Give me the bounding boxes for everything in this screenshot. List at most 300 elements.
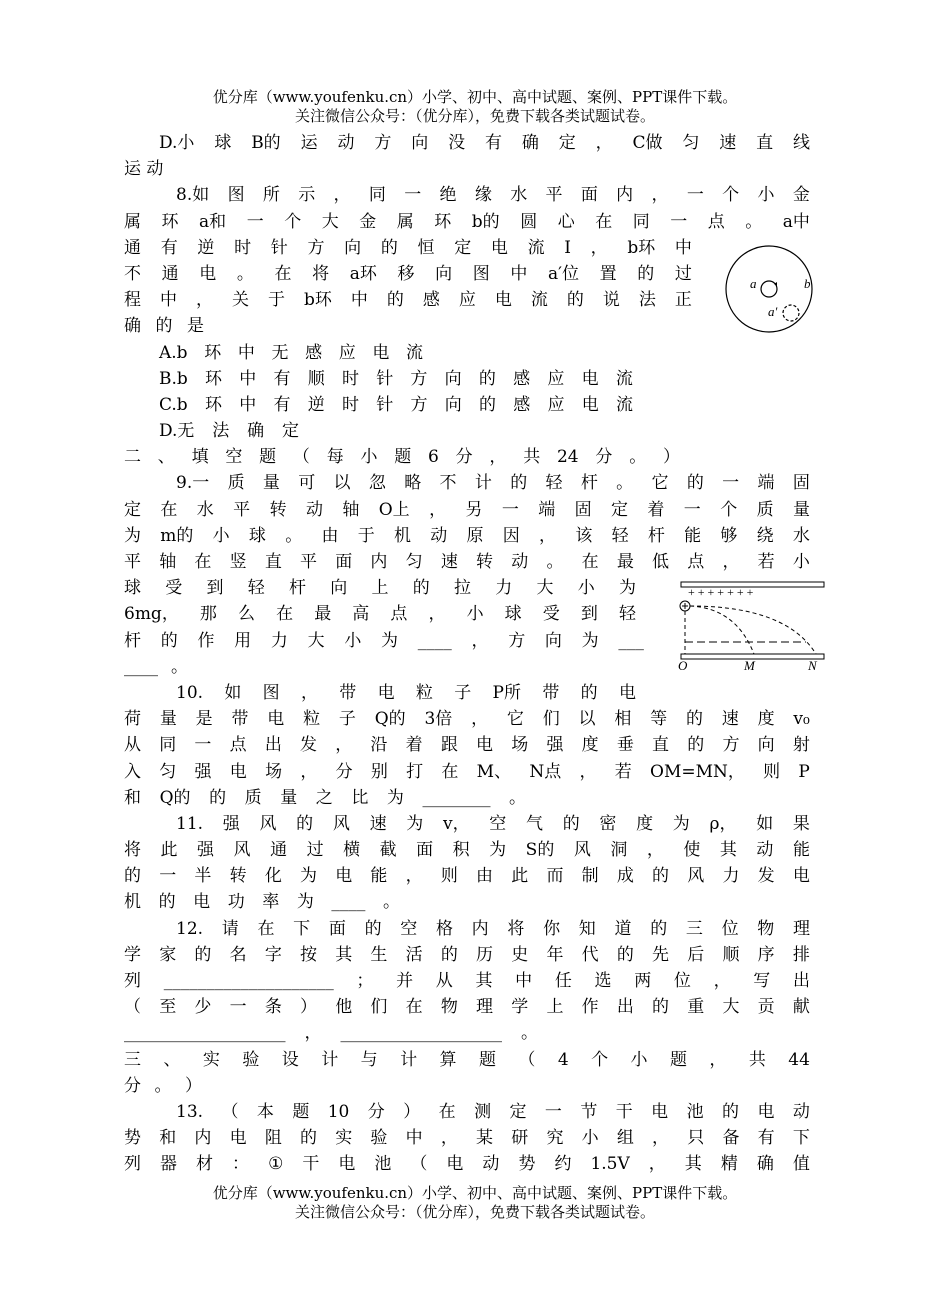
word-token: 速 (440, 552, 458, 572)
word-token: 的 (686, 473, 704, 494)
word-token: ， (196, 290, 213, 311)
word-token: 约 (554, 1154, 572, 1175)
word-token: 不 (439, 473, 457, 494)
word-token: 确 (124, 316, 141, 337)
q8-option-b (124, 366, 633, 392)
word-token: 匀 (159, 761, 177, 782)
word-token: 内 (471, 918, 489, 939)
word-token: 法 (638, 290, 656, 311)
q12-line-4 (124, 994, 810, 1020)
word-token: ， (579, 761, 597, 782)
q8-rings-figure (722, 240, 818, 338)
word-token: 向 (444, 368, 462, 389)
word-token: 强 (197, 840, 215, 861)
word-token: 为 (489, 840, 507, 861)
word-token: 速 (719, 133, 737, 153)
word-token: 程 (124, 290, 141, 311)
word-token: 在 (194, 552, 212, 572)
word-token: 实 (335, 1128, 353, 1149)
word-token: 出 (792, 971, 810, 991)
word-token: 带 (339, 682, 357, 703)
word-token: 的 (364, 918, 382, 939)
word-token: 。 (616, 473, 634, 494)
word-token: 受 (542, 604, 560, 625)
word-token: ____________________ (163, 971, 334, 991)
word-token: 题 (394, 447, 412, 468)
word-token: （ (518, 1049, 536, 1070)
word-token: 为 (381, 630, 399, 651)
word-token: 度 (636, 813, 654, 834)
word-token: 格 (435, 918, 453, 939)
word-token: 。 (521, 1023, 538, 1044)
word-token: 三 (124, 1049, 141, 1070)
word-token: 的 (380, 237, 398, 258)
word-token: 方 (307, 237, 325, 258)
word-token: 按 (300, 944, 318, 965)
q10-line-5 (124, 785, 526, 811)
word-token: 。 (236, 263, 254, 284)
word-token: 电 (581, 394, 599, 415)
word-token: 动 (792, 1101, 810, 1122)
word-token: 心 (557, 211, 575, 232)
word-token: 重 (687, 997, 705, 1018)
word-token: 个 (720, 499, 738, 520)
word-token: 内 (194, 1128, 212, 1149)
word-token: 场 (265, 761, 283, 782)
word-token: 着 (405, 735, 423, 756)
word-token: 子 (338, 709, 356, 730)
word-token: 从 (124, 735, 141, 756)
trajectory-p (690, 606, 754, 654)
word-token: 池 (686, 1101, 704, 1122)
word-token: 通 (270, 840, 288, 861)
word-token: 度 (757, 709, 775, 730)
label-a: a (750, 276, 757, 291)
word-token: 的 (650, 918, 668, 939)
word-token: 绕 (756, 525, 774, 546)
word-token: 动 (756, 840, 774, 861)
word-token: 6 (428, 447, 439, 468)
word-token: 任 (554, 971, 572, 991)
word-token: 固 (574, 499, 592, 520)
word-token: 一 (544, 1101, 562, 1122)
word-token: 不 (124, 263, 141, 284)
word-token: 匀 (682, 133, 700, 153)
word-token: 水 (196, 499, 214, 520)
word-token: 着 (647, 499, 665, 520)
q9-line-2 (124, 497, 810, 523)
word-token: 大 (536, 578, 554, 599)
label-a-prime: a′ (768, 304, 778, 319)
word-token: 动 (337, 133, 355, 153)
word-token: 的 (616, 944, 634, 965)
word-token: 平 (300, 552, 318, 572)
word-token: 电 (372, 342, 390, 363)
word-token: 位 (673, 971, 691, 991)
word-token: 球 (124, 578, 141, 599)
section-3-title-line-2 (124, 1073, 202, 1099)
word-token: 向 (544, 630, 562, 651)
q12-line-3 (124, 968, 810, 994)
word-token: 器 (160, 1154, 178, 1175)
word-token: 电 (377, 682, 395, 703)
word-token: 强 (546, 735, 564, 756)
word-token: 于 (357, 525, 375, 546)
word-token: 个 (591, 1049, 609, 1070)
word-token: 小 (344, 630, 362, 651)
word-token: 并 (396, 971, 414, 991)
word-token: 图 (262, 682, 280, 703)
word-token: 值 (792, 1154, 810, 1175)
word-token: v₀ (793, 709, 810, 730)
word-token: 流 (615, 394, 633, 415)
word-token: 方 (374, 133, 392, 153)
label-M: M (744, 658, 755, 673)
word-token: 轴 (342, 499, 360, 520)
word-token: 在 (257, 918, 275, 939)
word-token: 以 (333, 473, 351, 494)
word-token: 受 (165, 578, 183, 599)
word-token: M、 (476, 761, 512, 782)
word-token: 中 (515, 971, 533, 991)
q7-option-d-line-1 (124, 130, 810, 156)
word-token: 关 (232, 290, 249, 311)
q9-line-8 (124, 654, 188, 680)
word-token: 速 (369, 813, 387, 834)
word-token: 点 (707, 211, 725, 232)
word-token: 为 (296, 892, 314, 913)
word-token: 12. (176, 918, 204, 939)
word-token: 向 (330, 578, 348, 599)
q9-line-4 (124, 549, 810, 575)
word-token: 机 (124, 892, 141, 913)
word-token: 么 (238, 604, 256, 625)
word-token: 的 (562, 813, 580, 834)
word-token: ， (304, 1023, 322, 1044)
q8-option-a (124, 340, 423, 366)
word-token: 题 (259, 447, 277, 468)
word-token: 有 (484, 133, 502, 153)
word-token: B.b (159, 368, 188, 389)
word-token: 空 (489, 813, 507, 834)
word-token: 移 (397, 263, 415, 284)
word-token: 9.一 (176, 473, 210, 494)
word-token: 应 (458, 290, 476, 311)
word-token: 运 (300, 133, 318, 153)
word-token: 每 (326, 447, 344, 468)
word-token: 绝 (439, 185, 457, 206)
word-token: 电 (757, 1101, 775, 1122)
word-token: 定 (558, 133, 576, 153)
word-token: 通 (124, 237, 141, 258)
word-token: D.无 (159, 421, 195, 442)
word-token: ， (722, 552, 740, 572)
word-token: ） (403, 1101, 421, 1122)
footer-banner (0, 1184, 950, 1222)
word-token: 平 (233, 499, 251, 520)
word-token: O上 (378, 499, 410, 520)
word-token: 道 (614, 918, 632, 939)
word-token: 上 (371, 578, 389, 599)
word-token: 确 (756, 1154, 774, 1175)
word-token: 3倍 (424, 709, 453, 730)
word-token: 向 (435, 263, 453, 284)
word-token: 轻 (545, 473, 563, 494)
word-token: 电 (338, 1154, 356, 1175)
word-token: a环 (349, 263, 377, 284)
word-token: 够 (720, 525, 738, 546)
word-token: 动 (482, 1154, 500, 1175)
word-token: 发 (757, 866, 775, 887)
word-token: 。 (745, 211, 763, 232)
word-token: 此 (511, 866, 529, 887)
word-token: 阻 (264, 1128, 282, 1149)
word-token: 中 (510, 263, 528, 284)
word-token: 跟 (440, 735, 458, 756)
word-token: 风 (573, 840, 591, 861)
word-token: 金 (792, 185, 810, 206)
word-token: ， (590, 237, 608, 258)
word-token: 如 (756, 813, 774, 834)
word-token: 为 (672, 813, 690, 834)
word-token: 电 (193, 892, 211, 913)
word-token: 环 (205, 368, 223, 389)
word-token: 量 (159, 709, 177, 730)
word-token: 共 (523, 447, 541, 468)
word-token: ， (539, 525, 557, 546)
word-token: 电 (446, 1154, 464, 1175)
word-token: a′位 (548, 263, 580, 284)
word-token: 小 (577, 578, 595, 599)
q10-field-figure (676, 576, 828, 674)
word-token: 的 (296, 813, 314, 834)
word-token: 针 (376, 394, 394, 415)
word-token: 定 (509, 1101, 527, 1122)
word-token: （ (410, 1154, 428, 1175)
word-token: 电 (494, 290, 512, 311)
word-token: 球 (504, 604, 522, 625)
word-token: 位 (721, 918, 739, 939)
word-token: 强 (194, 761, 212, 782)
word-token: 某 (476, 1128, 494, 1149)
word-token: 点 (229, 735, 247, 756)
word-token: 没 (448, 133, 466, 153)
word-token: 速 (721, 709, 739, 730)
word-token: 果 (792, 813, 810, 834)
word-token: 如 (224, 682, 242, 703)
word-token: 一 (501, 499, 519, 520)
word-token: 直 (264, 552, 282, 572)
word-token: 一 (683, 499, 701, 520)
word-token: 轻 (611, 525, 629, 546)
word-token: 的 (155, 316, 173, 337)
q8-line-1 (124, 182, 810, 208)
word-token: 应 (338, 342, 356, 363)
word-token: ___ (618, 630, 644, 651)
word-token: 时 (341, 368, 359, 389)
q13-line-1 (124, 1099, 810, 1125)
word-token: 密 (599, 813, 617, 834)
word-token: 的 (580, 682, 598, 703)
footer-line-1: 优分库（www.youfenku.cn）小学、初中、高中试题、案例、PPT课件下载。 (212, 1184, 738, 1202)
word-token: ________ (422, 787, 491, 808)
word-token: 将 (312, 263, 330, 284)
word-token: 列 (124, 1154, 141, 1175)
word-token: ρ， (709, 813, 737, 834)
word-token: 面 (416, 840, 434, 861)
word-token: 缘 (474, 185, 492, 206)
word-token: 力 (722, 866, 740, 887)
word-token: 由 (476, 866, 494, 887)
word-token: 中 (237, 342, 255, 363)
word-token: 。 (629, 447, 647, 468)
word-token: 通 (161, 263, 179, 284)
word-token: 。 (154, 1075, 172, 1096)
word-token: 另 (465, 499, 483, 520)
word-token: 应 (547, 368, 565, 389)
word-token: Q的 (374, 709, 406, 730)
word-token: 的 (566, 290, 584, 311)
word-token: 力 (270, 630, 288, 651)
word-token: 1.5V (590, 1154, 630, 1175)
word-token: 子 (454, 682, 472, 703)
word-token: 它 (506, 709, 524, 730)
word-token: 小 (630, 1049, 648, 1070)
word-token: 无 (271, 342, 289, 363)
word-token: 、 (163, 1049, 181, 1070)
word-token: v， (442, 813, 470, 834)
header-line-2: 关注微信公众号：（优分库），免费下载各类试题试卷。 (294, 107, 655, 125)
word-token: 它 (651, 473, 669, 494)
word-token: ） (185, 1075, 202, 1096)
word-token: 题 (478, 1049, 496, 1070)
word-token: 选 (594, 971, 612, 991)
word-token: 动 (430, 525, 448, 546)
word-token: 入 (124, 761, 141, 782)
word-token: 4 (557, 1049, 569, 1070)
word-token: a和 (199, 211, 227, 232)
word-token: ） (662, 447, 680, 468)
word-token: 成 (616, 866, 634, 887)
word-token: 史 (511, 944, 529, 965)
word-token: 的 (194, 944, 212, 965)
word-token: 截 (379, 840, 397, 861)
word-token: 至 (159, 997, 177, 1018)
word-token: 风 (259, 813, 277, 834)
word-token: ① (268, 1154, 284, 1175)
word-token: 的 (440, 944, 458, 965)
word-token: 针 (270, 237, 288, 258)
word-token: 在 (595, 211, 613, 232)
word-token: 干 (302, 1154, 320, 1175)
word-token: 方 (410, 394, 428, 415)
word-token: 从 (435, 971, 453, 991)
word-token: 一 (229, 997, 247, 1018)
word-token: 示 (298, 185, 316, 206)
q11-line-3 (124, 863, 810, 889)
word-token: 过 (306, 840, 324, 861)
word-token: 电 (581, 368, 599, 389)
word-token: 家 (159, 944, 177, 965)
word-token: 说 (602, 290, 620, 311)
q10-line-1 (124, 680, 636, 706)
word-token: 能 (684, 525, 702, 546)
word-token: 定 (281, 421, 299, 442)
word-token: 测 (474, 1101, 492, 1122)
word-token: 小 (360, 447, 378, 468)
ring-b (726, 246, 812, 332)
word-token: 材 (196, 1154, 214, 1175)
word-token: N点 (529, 761, 562, 782)
word-token: 的 (478, 368, 496, 389)
word-token: ， (709, 1049, 727, 1070)
word-token: 使 (683, 840, 701, 861)
word-token: 制 (581, 866, 599, 887)
word-token: 若 (614, 761, 632, 782)
word-token: 为 (124, 525, 141, 546)
word-token: ， (646, 840, 664, 861)
word-token: 备 (722, 1128, 740, 1149)
word-token: 少 (194, 997, 212, 1018)
word-token: b的 (471, 211, 500, 232)
word-token: 在 (441, 761, 459, 782)
word-token: 若 (757, 552, 775, 572)
word-token: 点 (390, 604, 408, 625)
word-token: 的 (209, 787, 227, 808)
word-token: 设 (281, 1049, 299, 1070)
word-token: 计 (400, 1049, 418, 1070)
word-token: 10. (176, 682, 204, 703)
word-token: 感 (422, 290, 440, 311)
word-token: 分 (124, 1075, 141, 1096)
word-token: m的 (160, 525, 194, 546)
word-token: 面 (328, 918, 346, 939)
word-token: 水 (510, 185, 528, 206)
word-token: 强 (222, 813, 240, 834)
q9-line-7 (124, 628, 644, 654)
word-token: 同 (159, 735, 177, 756)
word-token: ， (595, 133, 613, 153)
q9-line-3 (124, 523, 810, 549)
word-token: ___________________ (340, 1023, 502, 1044)
word-token: 属 (396, 211, 414, 232)
word-token: 所 (262, 185, 280, 206)
word-token: 气 (525, 813, 543, 834)
q7-option-d-line-2: 运 动 (124, 159, 164, 180)
word-token: 粒 (415, 682, 433, 703)
word-token: 端 (757, 473, 775, 494)
word-token: 与 (360, 1049, 378, 1070)
word-token: 面 (580, 185, 598, 206)
word-token: 轴 (159, 552, 177, 572)
q8-option-d (124, 418, 299, 444)
word-token: 为 (300, 866, 318, 887)
word-token: 两 (634, 971, 652, 991)
word-token: 端 (538, 499, 556, 520)
word-token: 中 (239, 394, 257, 415)
word-token: 题 (292, 1101, 310, 1122)
word-token: 感 (513, 394, 531, 415)
word-token: 写 (753, 971, 771, 991)
word-token: 精 (720, 1154, 738, 1175)
word-token: 小 (466, 604, 484, 625)
word-token: 功 (227, 892, 245, 913)
word-token: 小 (757, 185, 775, 206)
word-token: 环 (434, 211, 452, 232)
word-token: 针 (376, 368, 394, 389)
word-token: 直 (756, 133, 774, 153)
q11-line-2 (124, 837, 810, 863)
